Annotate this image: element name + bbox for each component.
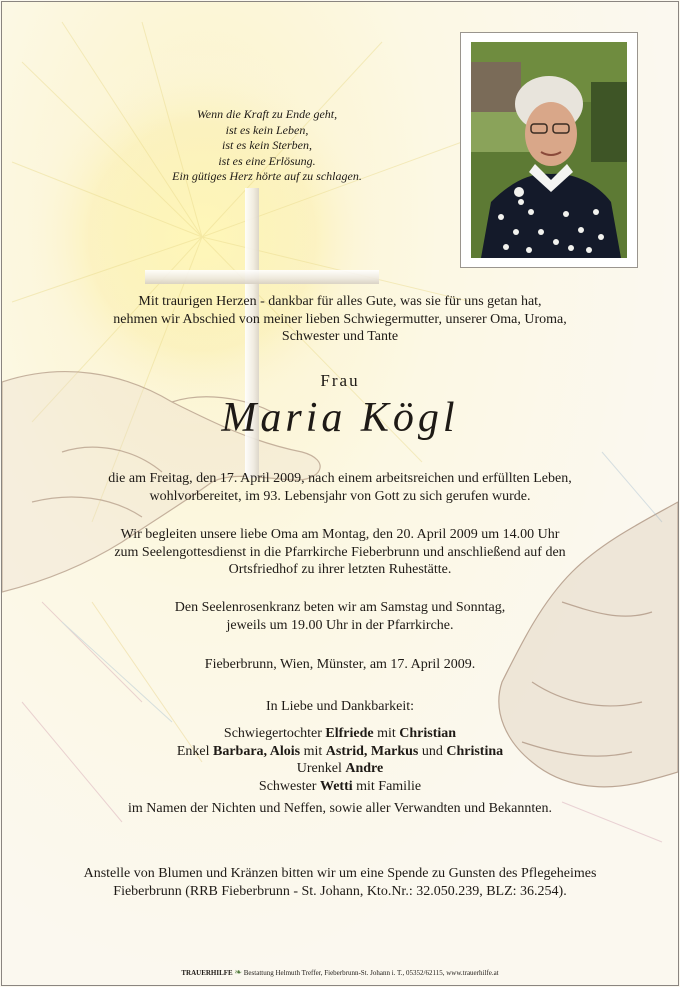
funeral-home-footer: [2, 967, 678, 978]
mourner-name: Elfriede: [325, 726, 374, 741]
intro-line: Schwester und Tante: [281, 329, 399, 344]
death-notice-line: wohlvorbereitet, im 93. Lebensjahr von Gott zu sich gerufen wurde.: [149, 488, 531, 504]
poem-line: Wenn die Kraft zu Ende geht,: [196, 107, 338, 121]
rosary-details: [42, 599, 638, 634]
obituary-page: [1, 1, 679, 986]
footer-text: Bestattung Helmuth Treffer, Fieberbrunn-St. Johann i. T., 05352/62115, www.trauerhilfe.at: [243, 969, 499, 977]
intro-line: nehmen wir Abschied von meiner lieben Schwiegermutter, unserer Oma, Uroma,: [113, 311, 567, 327]
mourners-list: [42, 725, 638, 795]
funeral-line: Wir begleiten unsere liebe Oma am Montag, den 20. April 2009 um 14.00 Uhr: [120, 527, 560, 542]
rosary-line: Den Seelenrosenkranz beten wir am Samstag und Sonntag,: [174, 600, 506, 615]
mourner-name: Barbara, Alois: [213, 743, 301, 759]
mourner-line: Schwester Wetti mit Familie: [258, 778, 422, 794]
love-line: In Liebe und Dankbarkeit:: [265, 699, 415, 714]
mourner-line: Urenkel Andre: [296, 761, 384, 776]
donation-line: Fieberbrunn (RRB Fieberbrunn - St. Johann, Kto.Nr.: 32.050.239, BLZ: 36.254).: [113, 883, 567, 899]
rosary-line: jeweils um 19.00 Uhr in der Pfarrkirche.: [226, 617, 454, 633]
mourner-name: Wetti: [319, 778, 353, 794]
poem-line: Ein gütiges Herz hörte auf zu schlagen.: [172, 169, 362, 183]
poem-line: ist es eine Erlösung.: [218, 153, 316, 168]
mourner-name: Christina: [446, 743, 504, 759]
funeral-details: [42, 526, 638, 579]
portrait-photo: [471, 42, 627, 258]
mourner-line: Enkel Barbara, Alois mit Astrid, Markus und Christina: [176, 743, 504, 759]
footer-brand: TRAUERHILFE: [181, 969, 233, 977]
salutation: Frau: [320, 371, 360, 390]
intro-paragraph: [42, 293, 638, 346]
mourner-line: Schwiegertochter Elfriede mit Christian: [223, 726, 457, 741]
mourner-name: Astrid, Markus: [325, 743, 419, 759]
death-notice-line: die am Freitag, den 17. April 2009, nach einem arbeitsreichen und erfüllten Leben,: [108, 471, 572, 486]
death-notice: [42, 470, 638, 505]
mourner-name: Christian: [399, 726, 457, 741]
deceased-name: Maria Kögl: [221, 395, 459, 441]
donation-line: Anstelle von Blumen und Kränzen bitten wir um eine Spende zu Gunsten des Pflegeheimes: [83, 866, 597, 881]
poem-line: ist es kein Leben,: [225, 122, 309, 137]
poem-line: ist es kein Sterben,: [222, 138, 312, 152]
mourner-name: Andre: [345, 761, 384, 776]
donation-request: [42, 865, 638, 900]
funeral-line: zum Seelengottesdienst in die Pfarrkirche Fieberbrunn und anschließend auf den: [114, 544, 566, 560]
cross-horizontal-beam: [145, 270, 379, 284]
place-date: Fieberbrunn, Wien, Münster, am 17. April 2009.: [204, 657, 476, 672]
portrait-frame: [460, 32, 638, 268]
intro-line: Mit traurigen Herzen - dankbar für alles Gute, was sie für uns getan hat,: [138, 294, 542, 309]
leaf-icon: ❧: [234, 967, 243, 977]
poem: [152, 107, 382, 185]
relatives-line: im Namen der Nichten und Neffen, sowie aller Verwandten und Bekannten.: [127, 801, 553, 816]
funeral-line: Ortsfriedhof zu ihrer letzten Ruhestätte.: [228, 562, 452, 577]
portrait-illustration: [471, 42, 627, 258]
